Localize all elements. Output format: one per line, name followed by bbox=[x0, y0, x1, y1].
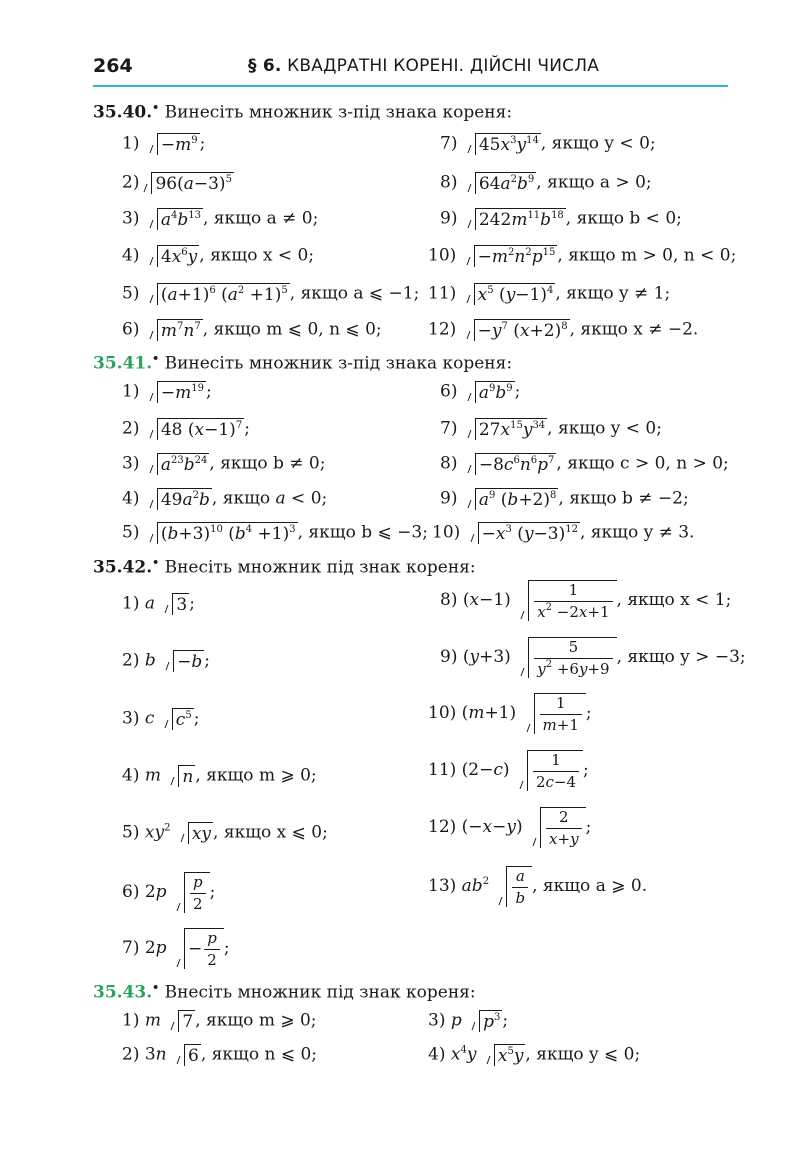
exercise-item: 9) $a^9$ $(b+2)^8$ , якщо b ≠ −2; bbox=[440, 488, 689, 510]
task-number: 35.42. bbox=[93, 557, 153, 578]
exercise-item: 5) $(a+1)^6$ $(a^2 +1)^5$ , якщо a ⩽ −1; bbox=[122, 283, 420, 305]
exercise-item: 3) c $c^5$ ; bbox=[122, 708, 200, 730]
exercise-item: 10) (m+1) $\frac{1}{m+1}$ ; bbox=[428, 694, 592, 734]
section-title: КВАДРАТНІ КОРЕНІ. ДІЙСНІ ЧИСЛА bbox=[287, 56, 600, 76]
exercise-item: 5) $(b+3)^{10}$ $(b^4 +1)^3$ , якщо b ⩽ −3; bbox=[122, 522, 428, 544]
exercise-item: 5) $xy^2$ xy , якщо x ⩽ 0; bbox=[122, 822, 328, 844]
exercise-item: 4) $49a^2b$ , якщо a < 0; bbox=[122, 488, 328, 510]
task-instruction: Винесіть множник з-під знака кореня: bbox=[164, 102, 513, 123]
task-number: 35.41. bbox=[93, 353, 153, 374]
exercise-item: 3) p $p^3$ ; bbox=[428, 1010, 509, 1032]
task-number: 35.43. bbox=[93, 982, 153, 1003]
exercise-item: $10) -x^3$ $(y-3)^{12}$ , якщо y ≠ 3. bbox=[432, 522, 695, 544]
task-35-42-heading: 35.42.• Внесіть множник під знак кореня: bbox=[93, 556, 476, 578]
exercise-item: $12) -y^7$ $(x+2)^8$ , якщо x ≠ −2. bbox=[428, 319, 699, 341]
exercise-item: 7) 2p − $\frac{p}{2}$ ; bbox=[122, 929, 230, 969]
exercise-item: 1) m 7 , якщо m ⩾ 0; bbox=[122, 1010, 317, 1032]
exercise-item: $8) -8c^6n^6p^7$ , якщо c > 0, n > 0; bbox=[440, 453, 729, 475]
task-instruction: Винесіть множник з-під знака кореня: bbox=[164, 353, 513, 374]
exercise-item: 11) $x^5$ $(y-1)^4$ , якщо y ≠ 1; bbox=[428, 283, 671, 305]
exercise-item: 9) $242m^{11}b^{18}$ , якщо b < 0; bbox=[440, 208, 682, 230]
exercise-item: 6) $m^7n^7$ , якщо m ⩽ 0, n ⩽ 0; bbox=[122, 319, 382, 341]
exercise-item: 3) $a^4b^{13}$ , якщо a ≠ 0; bbox=[122, 208, 319, 230]
exercise-item: 8) $64a^2b^9$ , якщо a > 0; bbox=[440, 172, 652, 194]
task-35-40-heading: 35.40.• Винесіть множник з-під знака кореня: bbox=[93, 101, 513, 123]
section-number: § 6. bbox=[248, 56, 282, 76]
exercise-item: 2) 3n 6 , якщо n ⩽ 0; bbox=[122, 1044, 318, 1066]
task-instruction: Внесіть множник під знак кореня: bbox=[164, 982, 476, 1003]
task-number: 35.40. bbox=[93, 102, 153, 123]
exercise-item: 1) a 3 ; bbox=[122, 593, 195, 615]
exercise-item: 4) $4x^6y$ , якщо x < 0; bbox=[122, 245, 315, 267]
exercise-item: $10) -m^2n^2p^{15}$ , якщо m > 0, n < 0; bbox=[428, 245, 737, 267]
task-35-41-heading: 35.41.• Винесіть множник з-під знака кореня: bbox=[93, 352, 513, 374]
exercise-item: 7) $27x^{15}y^{34}$ , якщо y < 0; bbox=[440, 418, 662, 440]
page-number: 264 bbox=[93, 55, 133, 77]
running-title bbox=[248, 56, 599, 76]
exercise-item: $1) -m^{19}$ ; bbox=[122, 381, 212, 403]
page-header bbox=[93, 55, 728, 87]
task-instruction: Внесіть множник під знак кореня: bbox=[164, 557, 476, 578]
exercise-item: 6) $a^9b^9$ ; bbox=[440, 381, 521, 403]
exercise-item: 7) $45x^3y^{14}$ , якщо y < 0; bbox=[440, 133, 656, 155]
exercise-item: 2) $96(a-3)^5$ bbox=[122, 172, 232, 194]
exercise-item: 3) $a^{23}b^{24}$ , якщо b ≠ 0; bbox=[122, 453, 326, 475]
exercise-item: 2) b −b ; bbox=[122, 650, 211, 672]
exercise-item: $1) -m^9$ ; bbox=[122, 133, 206, 155]
exercise-item: 4) $x^4y$ $x^5y$ , якщо y ⩽ 0; bbox=[428, 1044, 641, 1066]
exercise-item: 9) (y+3) $\frac{5}{y^2 +6y+9}$ , якщо y > −3; bbox=[440, 638, 746, 678]
task-35-43-heading: 35.43.• Внесіть множник під знак кореня: bbox=[93, 981, 476, 1003]
exercise-item: 4) m n , якщо m ⩾ 0; bbox=[122, 765, 317, 787]
exercise-item: 13) $ab^2$ $\frac{a}{b}$ , якщо a ⩾ 0. bbox=[428, 867, 648, 907]
exercise-item: 2) 48 $(x-1)^7$ ; bbox=[122, 418, 250, 440]
exercise-item: 6) 2p $\frac{p}{2}$ ; bbox=[122, 873, 216, 913]
exercise-item: 8) (x−1) $\frac{1}{x^2 -2x+1}$ , якщо x < 1; bbox=[440, 581, 732, 621]
exercise-item: 11) (2−c) $\frac{1}{2c-4}$ ; bbox=[428, 751, 589, 791]
exercise-item: 12) (−x−y) $\frac{2}{x+y}$ ; bbox=[428, 808, 592, 848]
